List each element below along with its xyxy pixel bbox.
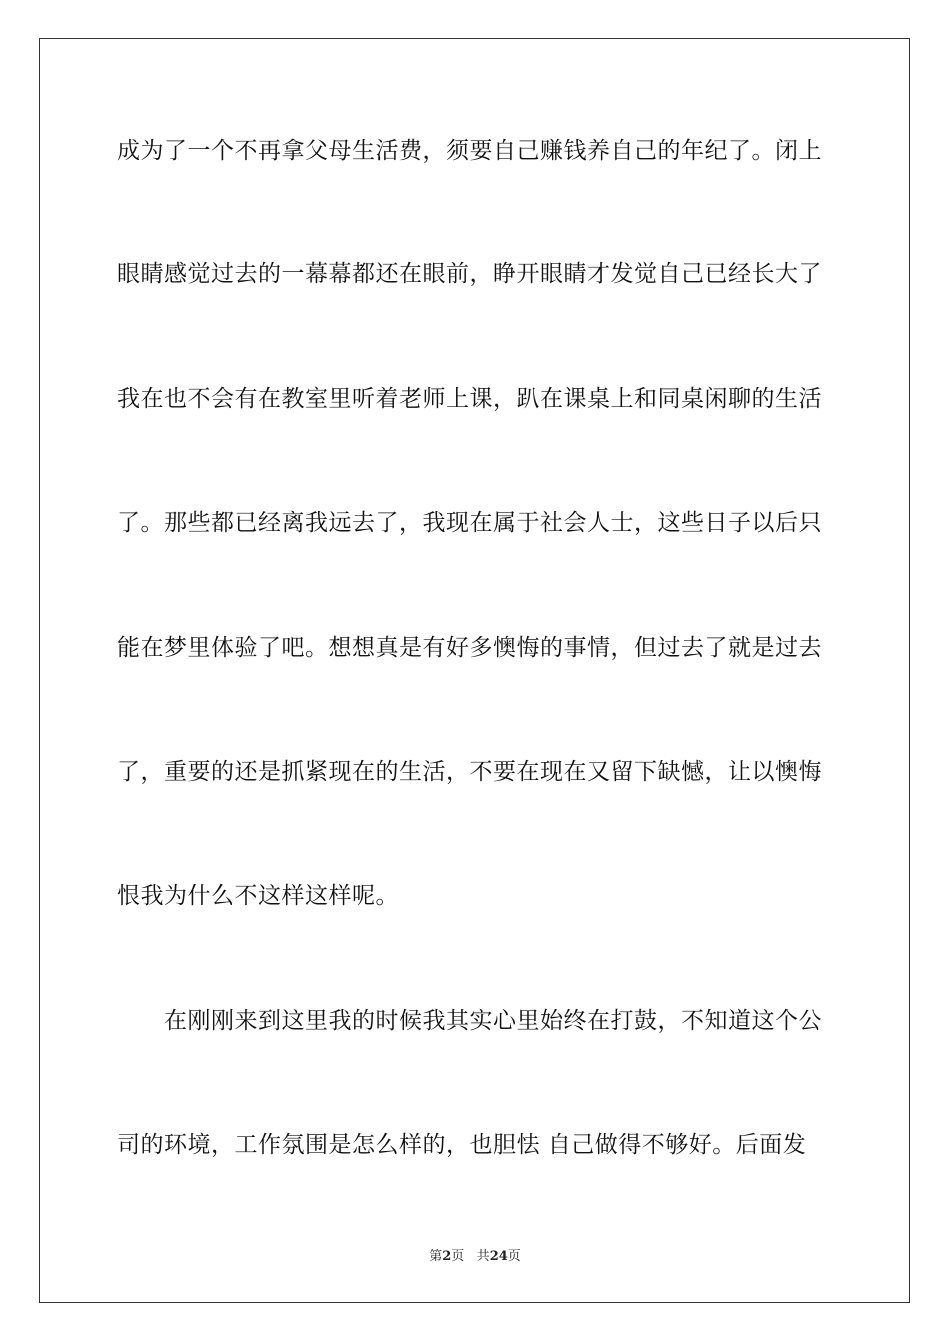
body-text-line: 了。那些都已经离我远去了，我现在属于社会人士，这些日子以后只	[117, 510, 822, 536]
body-text-line: 能在梦里体验了吧。想想真是有好多懊悔的事情，但过去了就是过去	[117, 635, 822, 661]
page-footer	[0, 1248, 950, 1266]
total-suffix: 页	[507, 1249, 521, 1264]
body-text-line: 恨我为什么不这样这样呢。	[117, 883, 399, 909]
body-text-line: 了，重要的还是抓紧现在的生活，不要在现在又留下缺憾，让以懊悔	[117, 759, 822, 785]
body-text-line: 我在也不会有在教室里听着老师上课，趴在课桌上和同桌闲聊的生活	[117, 386, 822, 412]
total-prefix: 共	[476, 1249, 490, 1264]
page-total: 24	[489, 1249, 508, 1264]
page-suffix: 页	[451, 1249, 465, 1264]
page-current: 2	[442, 1249, 452, 1264]
page-prefix: 第	[429, 1249, 443, 1264]
paragraph-first-line: 在刚刚来到这里我的时候我其实心里始终在打鼓，不知道这个公	[164, 1008, 822, 1034]
body-text-line: 司的环境，工作氛围是怎么样的，也胆怯 自己做得不够好。后面发	[117, 1132, 807, 1158]
body-text-line: 眼睛感觉过去的一幕幕都还在眼前，睁开眼睛才发觉自己已经长大了	[117, 261, 822, 287]
body-text-line: 成为了一个不再拿父母生活费，须要自己赚钱养自己的年纪了。闭上	[117, 138, 822, 164]
page-border	[39, 38, 910, 1303]
